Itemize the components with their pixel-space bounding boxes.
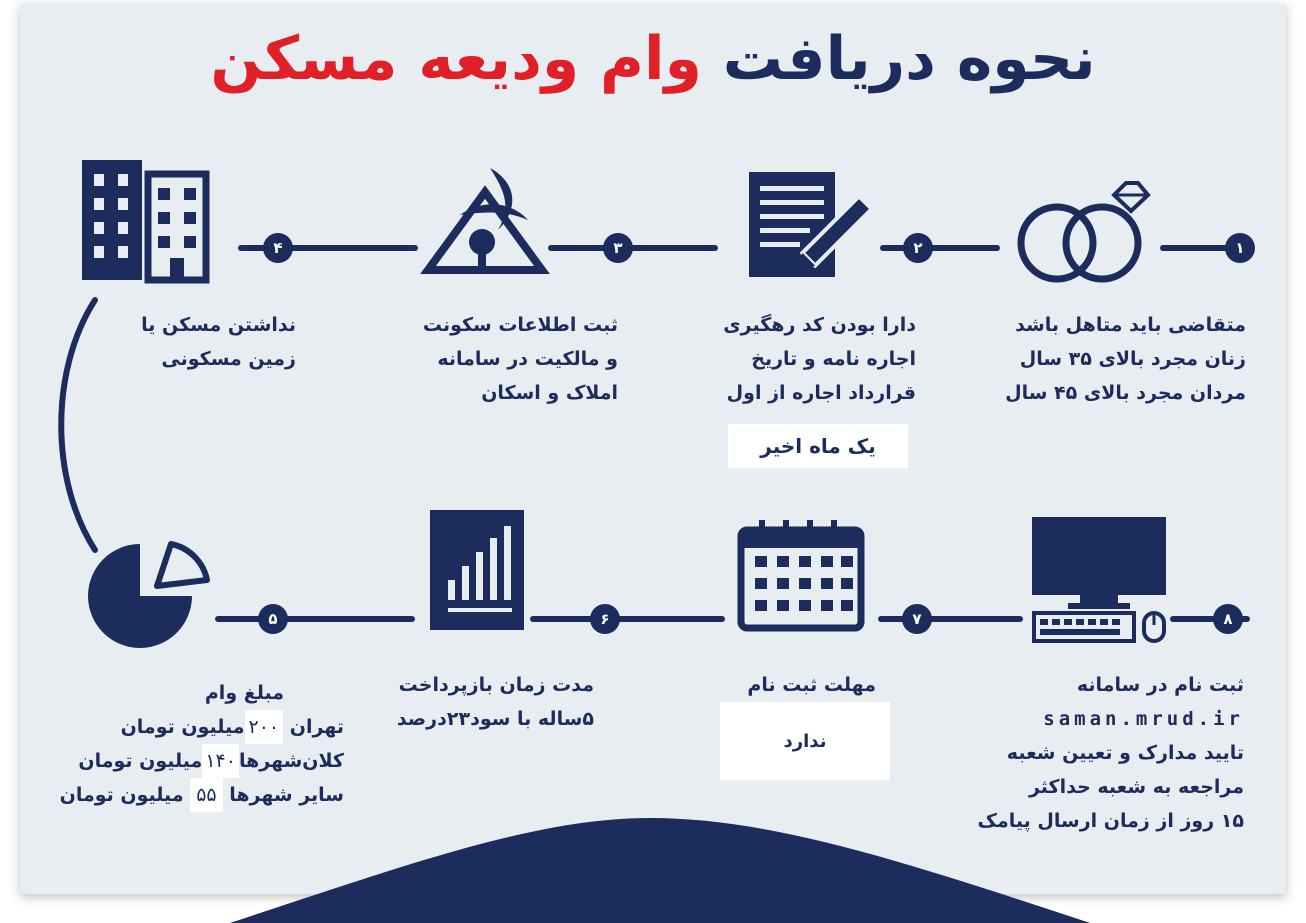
step-7-note: ندارد [720,702,890,780]
step-6-text: مدت زمان بازپرداخت ۵ساله با سود۲۳درصد [396,674,594,730]
curve-connector [50,290,130,560]
loan-amount-row: تهران ۲۰۰میلیون تومان [60,710,344,744]
wedding-rings-icon [1012,175,1152,285]
connector-line [878,616,1023,622]
step-number-8: ۸ [1213,604,1243,634]
step-number-5: ۵ [258,604,288,634]
step-7-text: مهلت ثبت نام [747,674,876,696]
loan-amount-heading: مبلغ وام [204,682,284,704]
step-number-7: ۷ [902,604,932,634]
website-url: saman.mrud.ir [1043,708,1244,730]
bar-chart-document-icon [428,508,526,633]
step-5-text [60,676,344,812]
buildings-icon [82,160,210,285]
pie-chart-icon [85,538,215,653]
connector-line [530,616,725,622]
document-pen-icon [745,168,870,283]
step-1-text: متقاضی باید متاهل باشد زنان مجرد بالای ۳۵ سال مردان مجرد بالای ۴۵ سال [1005,314,1246,404]
step-number-3: ۳ [603,233,633,263]
loan-amount-row: سایر شهرها ۵۵ میلیون تومان [60,778,344,812]
step-number-2: ۲ [903,233,933,263]
page-title [0,14,1306,104]
step-number-6: ۶ [590,604,620,634]
step-number-1: ۱ [1225,233,1255,263]
step-number-4: ۴ [263,233,293,263]
connector-line [880,245,1000,251]
title-part1: نحوه دریافت [722,24,1096,94]
step-4-text: نداشتن مسکن یا زمین مسکونی [141,314,296,370]
step-2-note: یک ماه اخیر [728,424,908,468]
step-3-text: ثبت اطلاعات سکونت و مالکیت در سامانه املاک و اسکان [422,314,618,404]
calendar-icon [737,520,865,632]
bottom-wave-decoration [0,810,1306,923]
connector-line [1160,245,1230,251]
tax-affairs-logo-icon [420,160,550,275]
connector-line [548,245,718,251]
step-2-text: دارا بودن کد رهگیری اجاره نامه و تاریخ قرارداد اجاره از اول [723,314,916,404]
loan-amount-row: کلان‌شهرها۱۴۰میلیون تومان [60,744,344,778]
title-part2: وام ودیعه مسکن [210,24,702,94]
computer-icon [1028,515,1173,643]
step-8-text: ثبت نام در سامانه saman.mrud.ir تایید مدارک و تعیین شعبه مراجعه به شعبه حداکثر ۱۵ روز از زمان ارسال پیامک [977,674,1244,832]
connector-line [215,616,415,622]
